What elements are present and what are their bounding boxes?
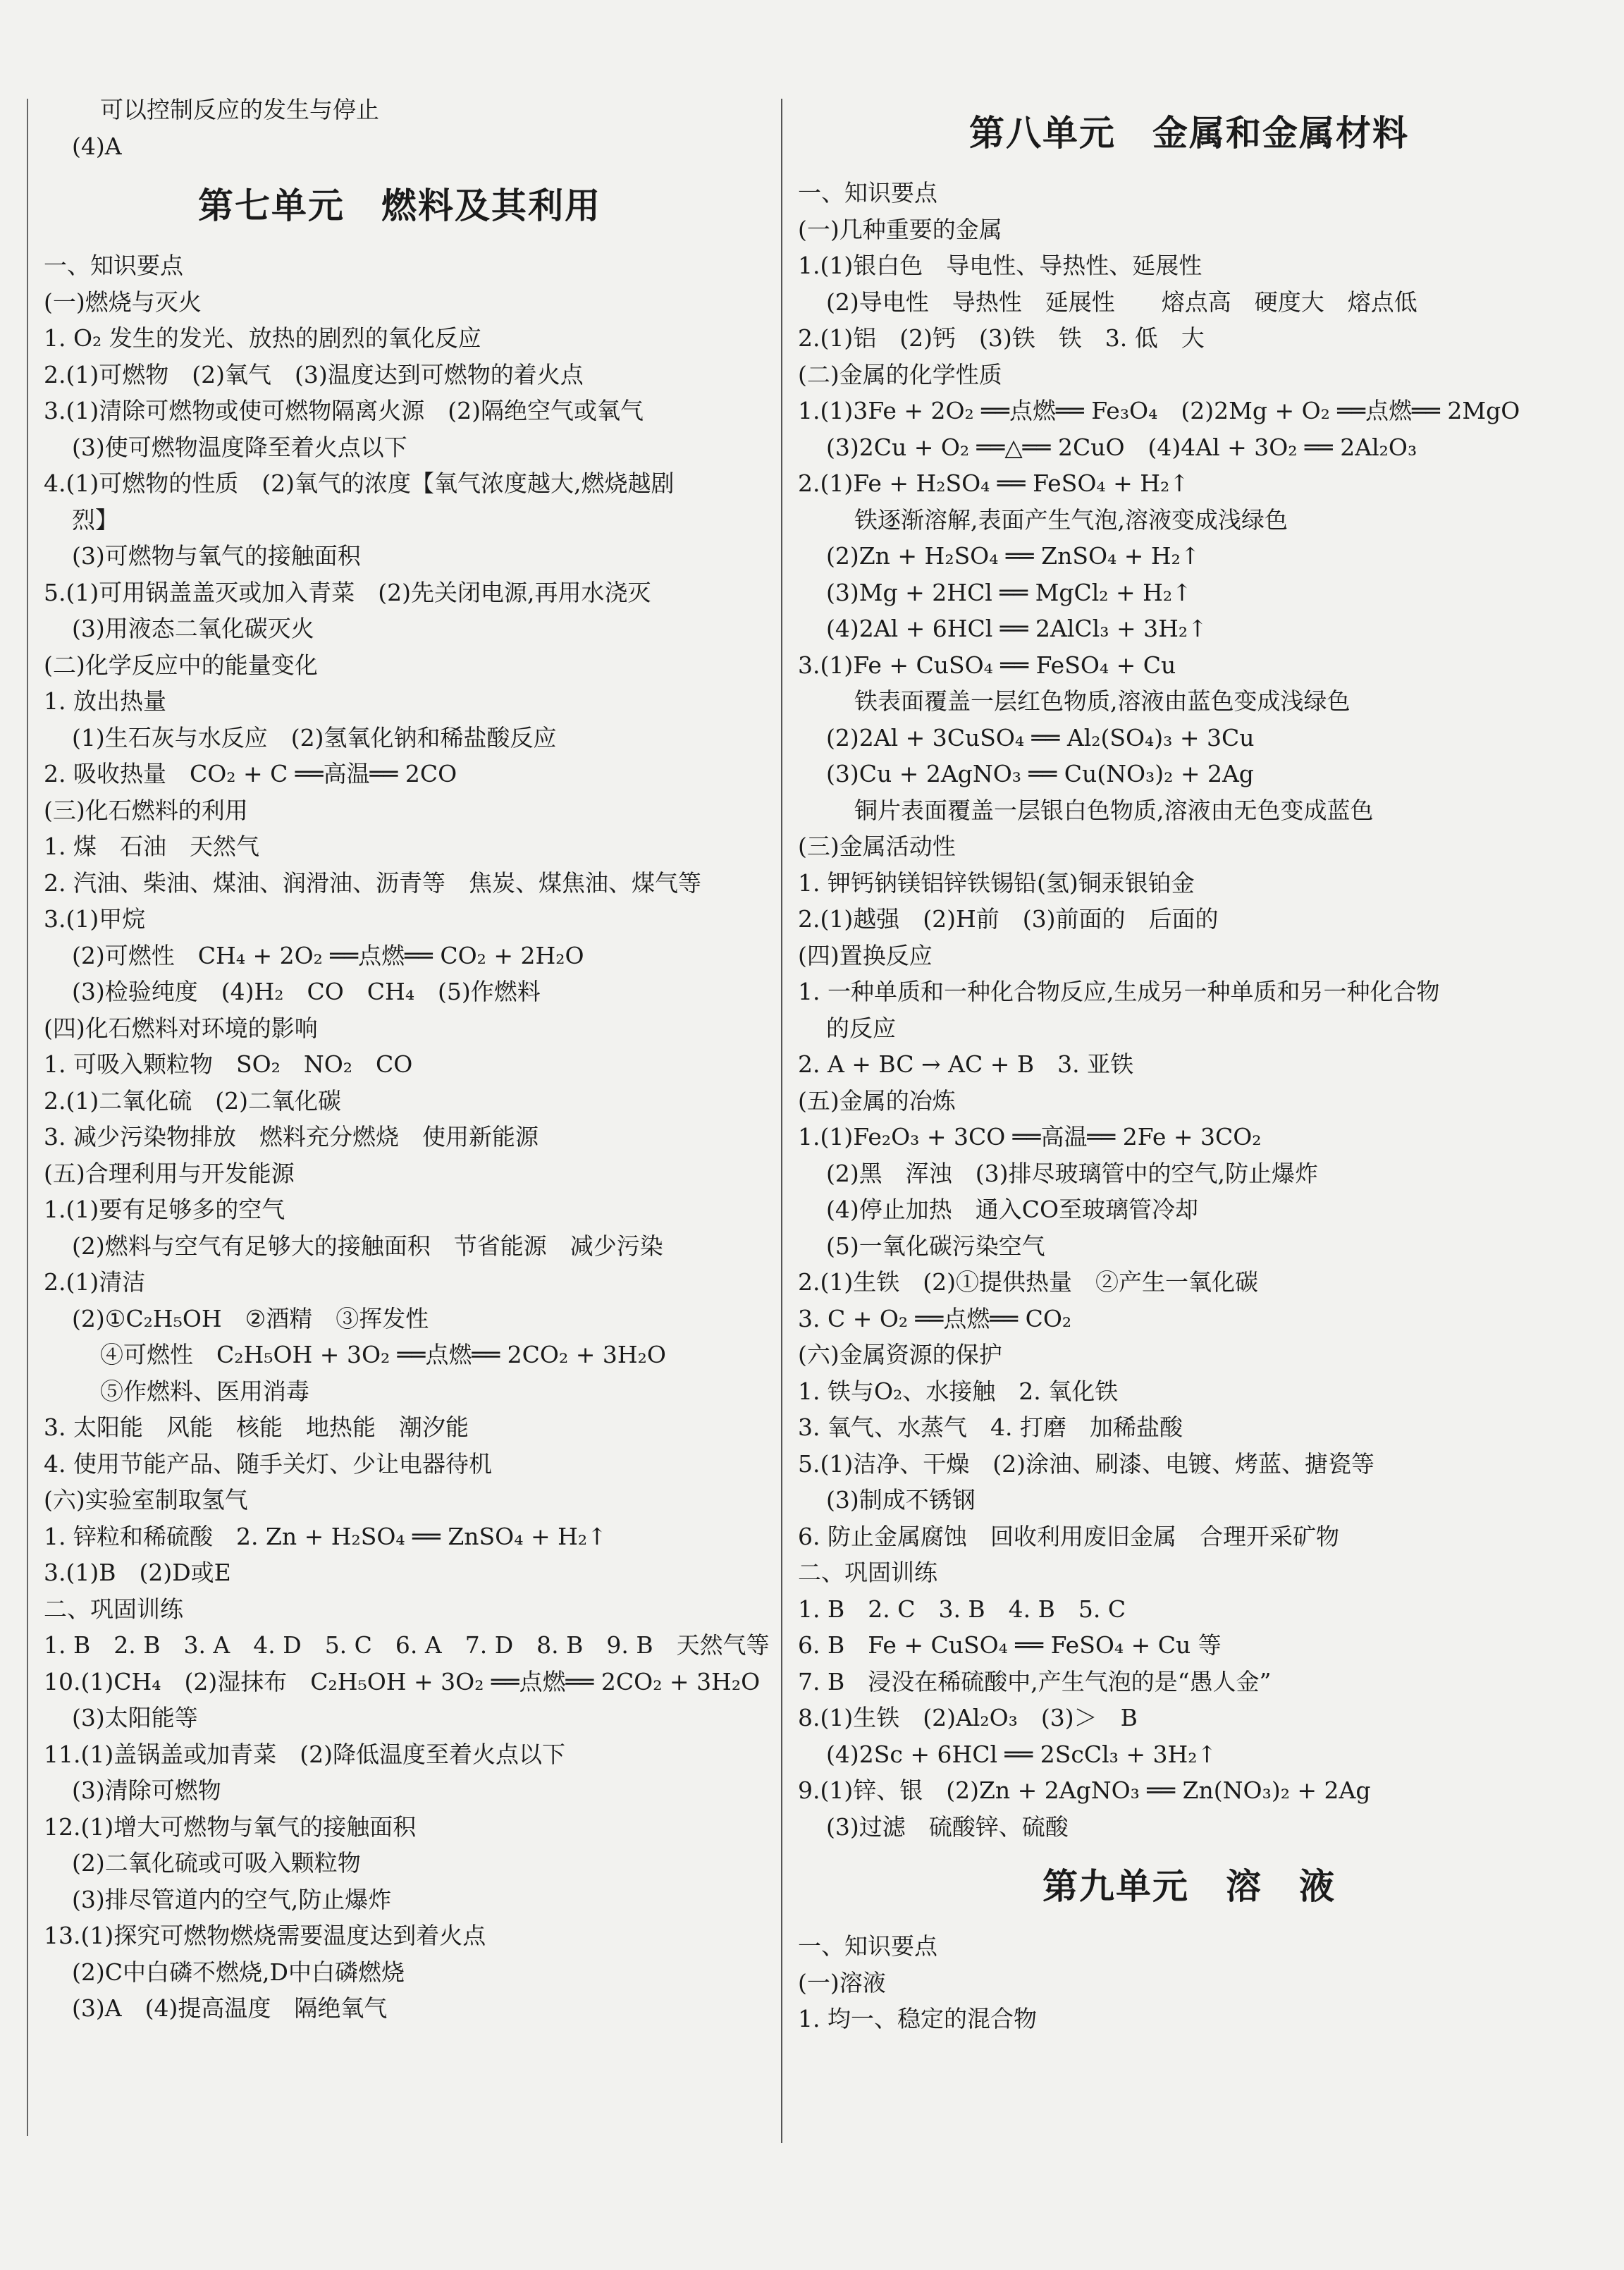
text-line: 1. 煤 石油 天然气 bbox=[44, 833, 259, 860]
text-line: 13.(1)探究可燃物燃烧需要温度达到着火点 bbox=[44, 1922, 486, 1949]
text-line: ⑤作燃料、医用消毒 bbox=[100, 1377, 309, 1405]
text-line: 一、知识要点 bbox=[798, 179, 937, 207]
text-line: 8.(1)生铁 (2)Al₂O₃ (3)＞ B bbox=[798, 1704, 1138, 1731]
text-line: 2. 汽油、柴油、煤油、润滑油、沥青等 焦炭、煤焦油、煤气等 bbox=[44, 869, 701, 897]
text-line: (三)金属活动性 bbox=[798, 833, 956, 860]
text-line: 2.(1)越强 (2)H前 (3)前面的 后面的 bbox=[798, 905, 1219, 933]
text-line: (2)导电性 导热性 延展性 熔点高 硬度大 熔点低 bbox=[826, 288, 1417, 316]
text-line: 2.(1)铝 (2)钙 (3)铁 铁 3. 低 大 bbox=[798, 324, 1205, 352]
text-line: 1.(1)Fe₂O₃ + 3CO ══高温══ 2Fe + 3CO₂ bbox=[798, 1123, 1262, 1151]
text-line: (3)过滤 硫酸锌、硫酸 bbox=[826, 1812, 1069, 1841]
text-line: 的反应 bbox=[826, 1014, 896, 1042]
text-line: 1. 均一、稳定的混合物 bbox=[798, 2005, 1037, 2032]
text-line: (四)化石燃料对环境的影响 bbox=[44, 1014, 318, 1042]
text-line: 1.(1)要有足够多的空气 bbox=[44, 1196, 285, 1223]
text-line: (2)①C₂H₅OH ②酒精 ③挥发性 bbox=[72, 1304, 429, 1332]
text-line: 烈】 bbox=[72, 505, 118, 534]
text-line: 3. C + O₂ ══点燃══ CO₂ bbox=[798, 1304, 1072, 1332]
text-line: (2)C中白磷不燃烧,D中白磷燃烧 bbox=[72, 1958, 405, 1986]
text-line: 1. O₂ 发生的发光、放热的剧烈的氧化反应 bbox=[44, 324, 481, 352]
text-line: 3. 减少污染物排放 燃料充分燃烧 使用新能源 bbox=[44, 1123, 539, 1151]
text-line: (2)Zn + H₂SO₄ ══ ZnSO₄ + H₂↑ bbox=[826, 542, 1200, 570]
unit-title: 第七单元 燃料及其利用 bbox=[198, 185, 601, 226]
text-line: 1.(1)3Fe + 2O₂ ══点燃══ Fe₃O₄ (2)2Mg + O₂ ══点燃══ 2MgO bbox=[798, 397, 1520, 424]
text-line: 12.(1)增大可燃物与氧气的接触面积 bbox=[44, 1812, 417, 1841]
text-line: (2)可燃性 CH₄ + 2O₂ ══点燃══ CO₂ + 2H₂O bbox=[72, 941, 584, 969]
text-line: 2.(1)可燃物 (2)氧气 (3)温度达到可燃物的着火点 bbox=[44, 360, 584, 388]
text-line: (二)化学反应中的能量变化 bbox=[44, 651, 318, 679]
text-line: 1. 铁与O₂、水接触 2. 氧化铁 bbox=[798, 1377, 1119, 1405]
text-line: 9.(1)锌、银 (2)Zn + 2AgNO₃ ══ Zn(NO₃)₂ + 2Ag bbox=[798, 1777, 1371, 1804]
text-line: 2. A + BC → AC + B 3. 亚铁 bbox=[798, 1050, 1134, 1078]
text-line: 一、知识要点 bbox=[44, 252, 183, 279]
text-line: ④可燃性 C₂H₅OH + 3O₂ ══点燃══ 2CO₂ + 3H₂O bbox=[100, 1341, 666, 1368]
text-line: 1. B 2. B 3. A 4. D 5. C 6. A 7. D 8. B 9. B 天然气等 bbox=[44, 1631, 770, 1659]
text-line: (三)化石燃料的利用 bbox=[44, 796, 248, 824]
text-line: 4. 使用节能产品、随手关灯、少让电器待机 bbox=[44, 1449, 492, 1478]
text-line: (一)几种重要的金属 bbox=[798, 215, 1002, 243]
text-line: 铜片表面覆盖一层银白色物质,溶液由无色变成蓝色 bbox=[854, 796, 1374, 824]
text-line: (五)金属的冶炼 bbox=[798, 1086, 956, 1115]
text-line: 3.(1)甲烷 bbox=[44, 905, 146, 933]
text-line: 1. 放出热量 bbox=[44, 687, 166, 715]
text-line: (3)Cu + 2AgNO₃ ══ Cu(NO₃)₂ + 2Ag bbox=[826, 760, 1254, 787]
text-line: 3.(1)清除可燃物或使可燃物隔离火源 (2)隔绝空气或氧气 bbox=[44, 397, 644, 424]
text-line: 二、巩固训练 bbox=[798, 1559, 937, 1586]
text-line: 1. 锌粒和稀硫酸 2. Zn + H₂SO₄ ══ ZnSO₄ + H₂↑ bbox=[44, 1522, 607, 1550]
text-line: (一)燃烧与灭火 bbox=[44, 288, 202, 316]
text-line: (四)置换反应 bbox=[798, 941, 933, 969]
text-line: (六)金属资源的保护 bbox=[798, 1341, 1002, 1368]
text-line: 4.(1)可燃物的性质 (2)氧气的浓度【氧气浓度越大,燃烧越剧 bbox=[44, 470, 675, 497]
text-line: 3.(1)B (2)D或E bbox=[44, 1559, 231, 1586]
text-line: 铁表面覆盖一层红色物质,溶液由蓝色变成浅绿色 bbox=[854, 687, 1351, 715]
text-line: (3)用液态二氧化碳灭火 bbox=[72, 615, 314, 642]
text-line: 2. 吸收热量 CO₂ + C ══高温══ 2CO bbox=[44, 760, 457, 787]
text-line: (一)溶液 bbox=[798, 1968, 886, 1996]
text-line: 11.(1)盖锅盖或加青菜 (2)降低温度至着火点以下 bbox=[44, 1740, 565, 1768]
page-edge-line bbox=[27, 99, 28, 2136]
text-line: 一、知识要点 bbox=[798, 1932, 937, 1960]
text-line: 7. B 浸没在稀硫酸中,产生气泡的是“愚人金” bbox=[798, 1667, 1272, 1695]
text-line: 2.(1)二氧化硫 (2)二氧化碳 bbox=[44, 1086, 341, 1115]
text-line: 2.(1)Fe + H₂SO₄ ══ FeSO₄ + H₂↑ bbox=[798, 470, 1189, 497]
text-line: (六)实验室制取氢气 bbox=[44, 1486, 248, 1514]
text-line: (3)检验纯度 (4)H₂ CO CH₄ (5)作燃料 bbox=[72, 978, 541, 1005]
text-line: (5)一氧化碳污染空气 bbox=[826, 1232, 1045, 1260]
text-line: (五)合理利用与开发能源 bbox=[44, 1159, 295, 1187]
text-line: (3)A (4)提高温度 隔绝氧气 bbox=[72, 1994, 388, 2022]
text-line: (3)排尽管道内的空气,防止爆炸 bbox=[72, 1885, 392, 1913]
text-line: (二)金属的化学性质 bbox=[798, 360, 1002, 388]
text-line: (1)生石灰与水反应 (2)氢氧化钠和稀盐酸反应 bbox=[72, 723, 557, 751]
text-line: 可以控制反应的发生与停止 bbox=[100, 96, 379, 123]
text-line: 1. 一种单质和一种化合物反应,生成另一种单质和另一种化合物 bbox=[798, 978, 1440, 1005]
text-line: (4)停止加热 通入CO至玻璃管冷却 bbox=[826, 1196, 1199, 1223]
text-line: (3)使可燃物温度降至着火点以下 bbox=[72, 433, 407, 461]
left-column bbox=[44, 92, 770, 2027]
text-line: 6. 防止金属腐蚀 回收利用废旧金属 合理开采矿物 bbox=[798, 1522, 1339, 1550]
text-line: 二、巩固训练 bbox=[44, 1595, 183, 1623]
text-line: (2)二氧化硫或可吸入颗粒物 bbox=[72, 1849, 361, 1877]
text-line: 2.(1)清洁 bbox=[44, 1268, 146, 1296]
text-line: 3.(1)Fe + CuSO₄ ══ FeSO₄ + Cu bbox=[798, 651, 1176, 679]
right-column bbox=[798, 92, 1580, 2037]
text-line: 1. 可吸入颗粒物 SO₂ NO₂ CO bbox=[44, 1050, 413, 1078]
column-divider bbox=[781, 99, 782, 2143]
text-line: 1.(1)银白色 导电性、导热性、延展性 bbox=[798, 252, 1202, 279]
text-line: 1. 钾钙钠镁铝锌铁锡铅(氢)铜汞银铂金 bbox=[798, 869, 1195, 897]
text-line: (3)太阳能等 bbox=[72, 1704, 198, 1731]
text-line: (2)黑 浑浊 (3)排尽玻璃管中的空气,防止爆炸 bbox=[826, 1159, 1318, 1187]
text-line: 5.(1)洁净、干燥 (2)涂油、刷漆、电镀、烤蓝、搪瓷等 bbox=[798, 1449, 1374, 1478]
text-line: 6. B Fe + CuSO₄ ══ FeSO₄ + Cu 等 bbox=[798, 1631, 1222, 1659]
text-line: (3)Mg + 2HCl ══ MgCl₂ + H₂↑ bbox=[826, 578, 1192, 606]
text-line: 2.(1)生铁 (2)①提供热量 ②产生一氧化碳 bbox=[798, 1268, 1258, 1296]
text-line: 铁逐渐溶解,表面产生气泡,溶液变成浅绿色 bbox=[854, 505, 1288, 534]
text-line: (3)2Cu + O₂ ══△══ 2CuO (4)4Al + 3O₂ ══ 2Al₂O₃ bbox=[826, 433, 1417, 461]
text-line: 10.(1)CH₄ (2)湿抹布 C₂H₅OH + 3O₂ ══点燃══ 2CO₂ + 3H₂O bbox=[44, 1667, 761, 1695]
text-line: 3. 太阳能 风能 核能 地热能 潮汐能 bbox=[44, 1413, 469, 1441]
text-line: (3)可燃物与氧气的接触面积 bbox=[72, 542, 361, 570]
unit-title: 第八单元 金属和金属材料 bbox=[969, 113, 1409, 154]
text-line: 3. 氧气、水蒸气 4. 打磨 加稀盐酸 bbox=[798, 1413, 1183, 1441]
text-line: (3)制成不锈钢 bbox=[826, 1486, 976, 1514]
unit-title: 第九单元 溶 液 bbox=[1042, 1866, 1336, 1907]
text-line: (3)清除可燃物 bbox=[72, 1777, 221, 1804]
text-line: 5.(1)可用锅盖盖灭或加入青菜 (2)先关闭电源,再用水浇灭 bbox=[44, 578, 651, 606]
text-line: (4)2Al + 6HCl ══ 2AlCl₃ + 3H₂↑ bbox=[826, 615, 1207, 642]
text-line: (4)A bbox=[72, 132, 122, 160]
text-line: (2)燃料与空气有足够大的接触面积 节省能源 减少污染 bbox=[72, 1232, 663, 1260]
text-line: (2)2Al + 3CuSO₄ ══ Al₂(SO₄)₃ + 3Cu bbox=[826, 723, 1255, 751]
text-line: (4)2Sc + 6HCl ══ 2ScCl₃ + 3H₂↑ bbox=[826, 1740, 1217, 1768]
text-line: 1. B 2. C 3. B 4. B 5. C bbox=[798, 1595, 1126, 1623]
